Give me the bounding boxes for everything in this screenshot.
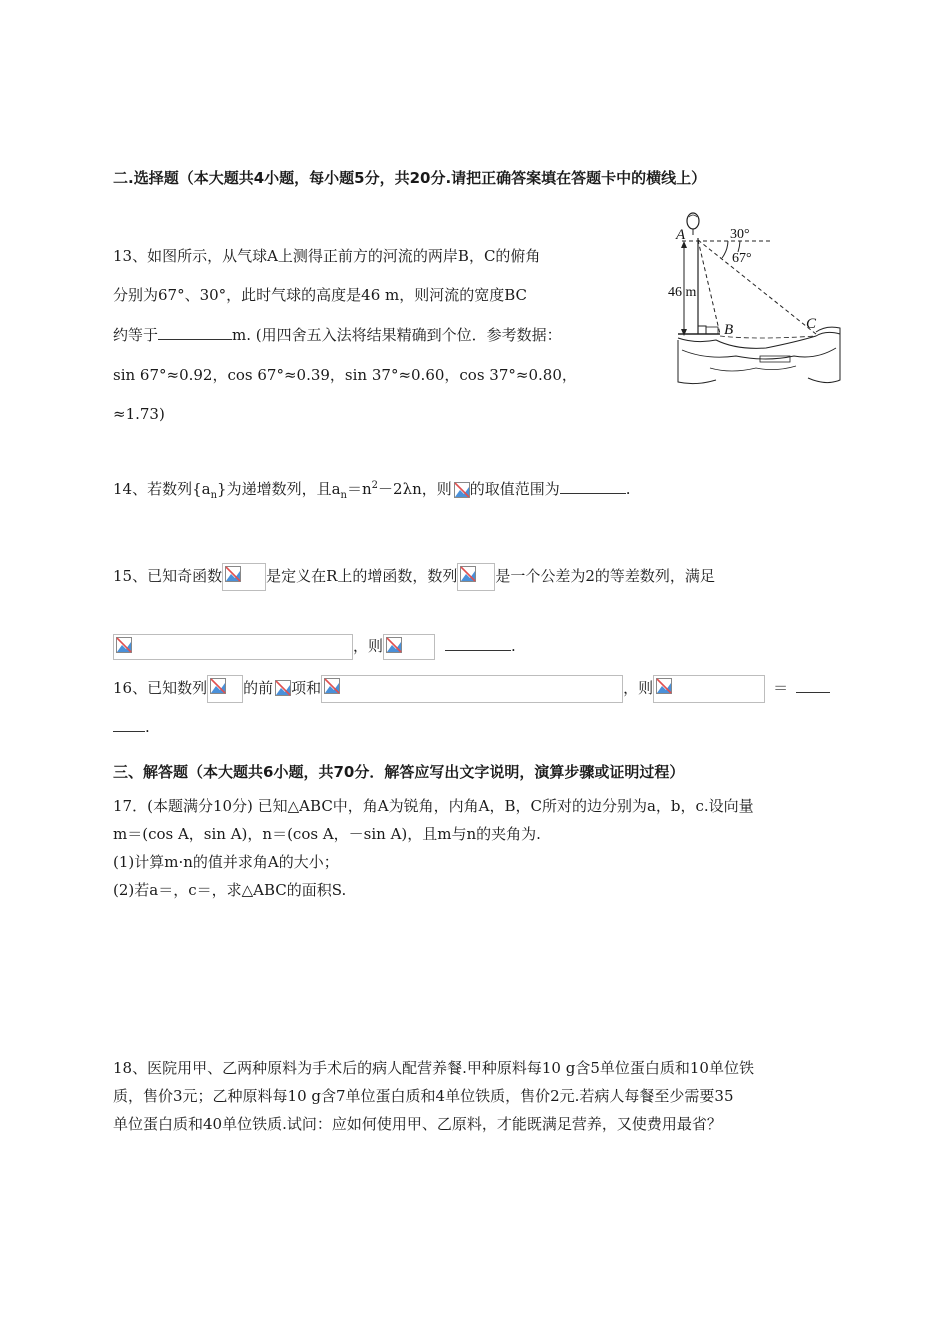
label-b: B [724, 322, 734, 338]
q14-text-2: }为递增数列，且a [217, 480, 341, 498]
q13-line3 [113, 324, 562, 345]
q14-text-3: ＝n [346, 480, 372, 498]
section-3-title: 三、解答题（本大题共6小题，共70分．解答应写出文字说明，演算步骤或证明过程） [113, 763, 685, 781]
height-label: 46 m [668, 285, 697, 300]
q13-line2: 分别为67°、30°，此时气球的高度是46 m，则河流的宽度BC [113, 286, 528, 304]
balloon-icon [687, 213, 699, 235]
q14-text-5: 的取值范围为 [469, 480, 560, 498]
q13-answer-blank[interactable] [158, 324, 232, 340]
q13-line1: 13、如图所示，从气球A上测得正前方的河流的两岸B，C的俯角 [113, 247, 541, 265]
q16-text-eq: ＝ [773, 679, 789, 697]
q17-line1: 17．(本题满分10分) 已知△ABC中，角A为锐角，内角A，B，C所对的边分别为a，b，c.设向量 [113, 797, 754, 815]
q15-text-1: 15、已知奇函数 [113, 567, 223, 585]
broken-image-icon [222, 563, 266, 591]
balloon-river-figure [668, 210, 842, 386]
q16-answer-blank-cont[interactable] [113, 716, 145, 732]
q14-text-1: 14、若数列{a [113, 480, 211, 498]
angle-30-label: 30° [730, 227, 750, 242]
broken-image-icon [383, 634, 435, 660]
q17-line3: (1)计算m·n的值并求角A的大小； [113, 853, 339, 871]
q16-text-1: 16、已知数列 [113, 679, 208, 697]
q14-sub-n-2: n [340, 490, 347, 501]
q13-line3-suffix: m. (用四舍五入法将结果精确到个位．参考数据： [232, 326, 562, 344]
q17-line4: (2)若a＝，c＝，求△ABC的面积S. [113, 881, 347, 899]
q14-sup-2: 2 [371, 480, 379, 491]
broken-image-icon [452, 480, 470, 500]
q15-text-end: . [511, 637, 516, 655]
q17-line2: m＝(cos A，sin A)，n＝(cos A，－sin A)，且m与n的夹角为. [113, 825, 541, 843]
q18-line3: 单位蛋白质和40单位铁质.试问：应如何使用甲、乙原料，才能既满足营养，又使费用最省？ [113, 1115, 722, 1133]
q13-line3-prefix: 约等于 [113, 326, 159, 344]
q16-text-end: . [145, 718, 150, 736]
q16-line1 [113, 674, 830, 703]
q15-text-4: ，则 [353, 637, 384, 655]
label-c: C [806, 316, 817, 332]
q14-sub-n: n [210, 490, 218, 501]
q14-text-end: . [625, 480, 631, 498]
q18-line2: 质，售价3元；乙种原料每10 g含7单位蛋白质和4单位铁质，售价2元.若病人每餐至少需要35 [113, 1087, 734, 1105]
broken-image-icon [273, 678, 291, 700]
label-a: A [676, 227, 686, 243]
q16-text-2: 的前 [243, 679, 274, 697]
q15-line2 [113, 632, 516, 660]
q13-line5: ≈1.73) [113, 405, 165, 423]
broken-image-icon [457, 563, 495, 591]
broken-image-icon [113, 634, 353, 660]
q13-line4: sin 67°≈0.92，cos 67°≈0.39，sin 37°≈0.60，cos 37°≈0.80， [113, 366, 577, 384]
broken-image-icon [653, 675, 765, 703]
q18-line1: 18、医院用甲、乙两种原料为手术后的病人配营养餐.甲种原料每10 g含5单位蛋白质和10单位铁 [113, 1059, 754, 1077]
q16-answer-blank[interactable] [796, 677, 830, 693]
q15-text-3: 是一个公差为2的等差数列，满足 [495, 567, 715, 585]
q15-answer-blank[interactable] [445, 635, 511, 651]
broken-image-icon [207, 675, 243, 703]
angle-67-label: 67° [732, 251, 752, 266]
q16-line2 [113, 716, 150, 737]
q15-text-2: 是定义在R上的增函数，数列 [266, 567, 458, 585]
q14-text-4: －2λn，则 [378, 480, 452, 498]
q16-text-3: 项和 [291, 679, 322, 697]
q16-text-4: ，则 [623, 679, 654, 697]
q14-answer-blank[interactable] [560, 478, 626, 494]
broken-image-icon [321, 675, 623, 703]
section-2-title: 二.选择题（本大题共4小题，每小题5分，共20分.请把正确答案填在答题卡中的横线上） [113, 169, 707, 187]
balloon-river-diagram [668, 210, 842, 386]
q14-line [113, 476, 631, 506]
q15-line1 [113, 562, 715, 591]
